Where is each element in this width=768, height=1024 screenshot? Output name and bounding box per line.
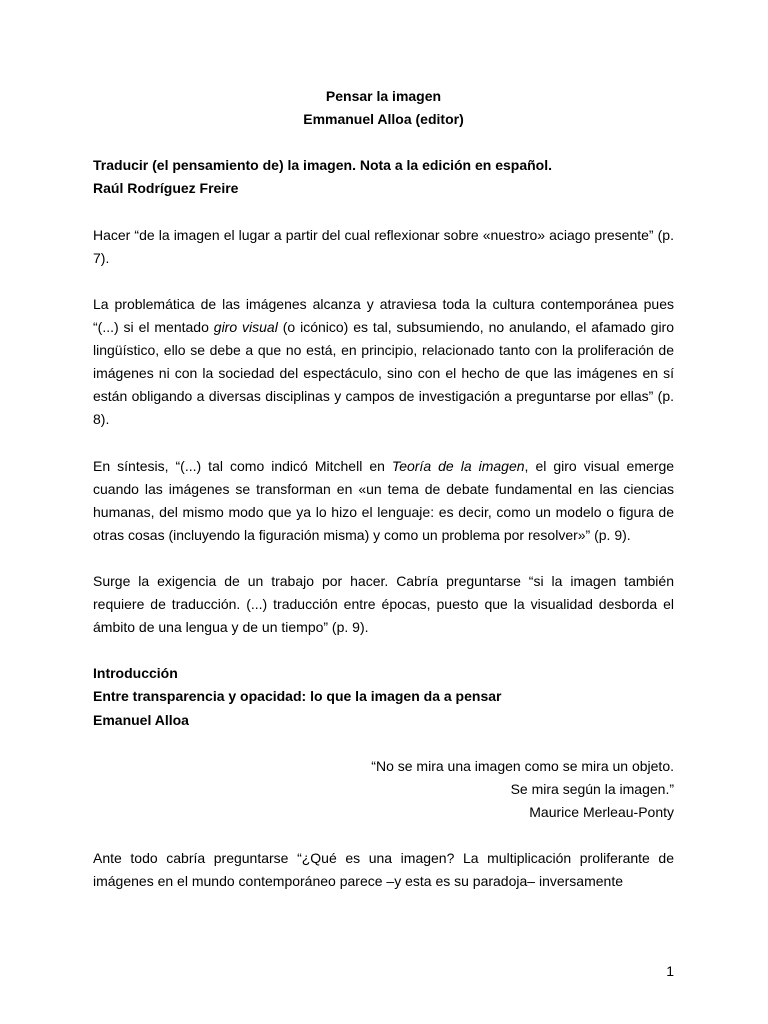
epigraph-line-2: Se mira según la imagen.” bbox=[510, 780, 674, 797]
intro-title: Entre transparencia y opacidad: lo que la imagen da a pensar bbox=[93, 688, 502, 705]
document-page bbox=[93, 85, 674, 893]
intro-author: Emanuel Alloa bbox=[93, 711, 189, 728]
note-heading: Traducir (el pensamiento de) la imagen. Nota a la edición en español. bbox=[93, 157, 553, 174]
paragraph-2 bbox=[93, 293, 674, 432]
paragraph-1: Hacer “de la imagen el lugar a partir del cual reflexionar sobre «nuestro» aciago presente” (p. 7). bbox=[93, 226, 674, 266]
spacer bbox=[93, 732, 674, 755]
page-number: 1 bbox=[666, 963, 674, 979]
spacer bbox=[93, 200, 674, 223]
epigraph-line-1: “No se mira una imagen como se mira un objeto. bbox=[371, 757, 674, 774]
paragraph-3-part-a: En síntesis, “(...) tal como indicó Mitchell en bbox=[93, 457, 392, 474]
paragraph-2-part-a: La problemática de las imágenes alcanza y atraviesa toda la cultura contemporánea pues “(...) si el mentado bbox=[93, 295, 674, 335]
spacer bbox=[93, 824, 674, 847]
epigraph-attribution: Maurice Merleau-Ponty bbox=[529, 803, 674, 820]
paragraph-4: Surge la exigencia de un trabajo por hacer. Cabría preguntarse “si la imagen también requiere de traducción. (...) traducción entre épocas, puesto que la visualidad desborda el ámbito de una lengua y de un tiempo” (p. 9). bbox=[93, 572, 674, 636]
paragraph-2-emphasis: giro visual bbox=[213, 318, 278, 335]
paragraph-3-part-b: , el giro visual emerge cuando las imágenes se transforman en «un tema de debate fundamental en las ciencias humanas, del mismo modo que ya lo hizo el lenguaje: es decir, como un modelo o figura de otras cosas (incluyendo la figuración misma) y como un problema por resolver»” (p. 9). bbox=[93, 457, 675, 543]
book-editor: Emmanuel Alloa (editor) bbox=[303, 111, 464, 128]
note-author: Raúl Rodríguez Freire bbox=[93, 180, 239, 197]
spacer bbox=[93, 131, 674, 154]
spacer bbox=[93, 431, 674, 454]
paragraph-3-emphasis: Teoría de la imagen bbox=[391, 457, 525, 474]
spacer bbox=[93, 270, 674, 293]
spacer bbox=[93, 547, 674, 570]
intro-label: Introducción bbox=[93, 665, 178, 682]
paragraph-3 bbox=[93, 455, 674, 547]
paragraph-2-part-b: (o icónico) es tal, subsumiendo, no anulando, el afamado giro lingüístico, ello se debe a que no está, en principio, relacionado tanto con la proliferación de imágenes ni con la sociedad del espectáculo, sino con el hecho de que las imágenes en sí están obligando a diversas disciplinas y campos de investigación a preguntarse por ellas” (p. 8). bbox=[93, 318, 675, 428]
book-title: Pensar la imagen bbox=[325, 88, 442, 104]
paragraph-5: Ante todo cabría preguntarse “¿Qué es una imagen? La multiplicación proliferante de imágenes en el mundo contemporáneo parece –y esta es su paradoja– inversamente bbox=[93, 850, 674, 890]
spacer bbox=[93, 639, 674, 662]
